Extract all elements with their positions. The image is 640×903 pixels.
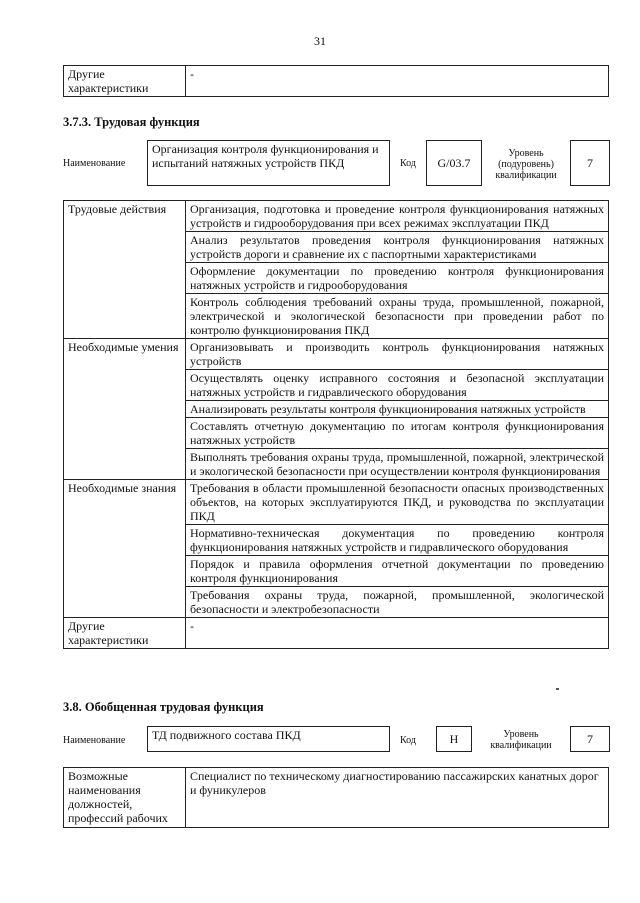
table-row bbox=[64, 618, 609, 649]
labor-function-table bbox=[63, 200, 609, 649]
level-value: 7 bbox=[587, 731, 593, 746]
level-label: Уровень квалификации bbox=[490, 729, 552, 751]
knowledge-item: Требования охраны труда, пожарной, промышленной, экологической безопасности и электробезопасности bbox=[186, 587, 609, 618]
code-label: Код bbox=[400, 735, 416, 746]
skill-item: Выполнять требования охраны труда, промышленной, пожарной, электрической и экологической безопасности при осуществлении контроля функционирования bbox=[186, 449, 609, 480]
level-box bbox=[570, 140, 610, 186]
level-box bbox=[570, 726, 610, 752]
other-characteristics-label: Другие характеристики bbox=[64, 618, 186, 649]
other-characteristics-value: - bbox=[186, 66, 609, 97]
code-box bbox=[436, 726, 472, 752]
name-label: Наименование bbox=[63, 735, 126, 746]
name-label: Наименование bbox=[63, 158, 126, 169]
function-name-value: ТД подвижного состава ПКД bbox=[152, 728, 301, 742]
required-skills-label: Необходимые умения bbox=[64, 339, 186, 480]
code-label: Код bbox=[400, 158, 416, 169]
code-value: H bbox=[449, 731, 459, 746]
table-row bbox=[64, 66, 609, 97]
knowledge-item: Требования в области промышленной безопасности опасных производственных объектов, на которых эксплуатируются ПКД, и руководства по эксплуатации ПКД bbox=[186, 480, 609, 525]
prev-characteristics-table bbox=[63, 65, 609, 97]
skill-item: Осуществлять оценку исправного состояния и безопасной эксплуатации натяжных устройств и гидравлического оборудования bbox=[186, 370, 609, 401]
skill-item: Организовывать и производить контроль функционирования натяжных устройств bbox=[186, 339, 609, 370]
possible-positions-label: Возможные наименования должностей, профессий рабочих bbox=[64, 768, 186, 828]
skill-item: Составлять отчетную документацию по итогам контроля функционирования натяжных устройств bbox=[186, 418, 609, 449]
labor-action-item: Организация, подготовка и проведение контроля функционирования натяжных устройств и гидрооборудования при всех режимах эксплуатации ПКД bbox=[186, 201, 609, 232]
scan-speck bbox=[556, 688, 559, 690]
function-name-box bbox=[147, 140, 390, 186]
labor-action-item: Анализ результатов проведения контроля функционирования натяжных устройств дороги и сравнение их с паспортными характеристиками bbox=[186, 232, 609, 263]
table-row bbox=[64, 339, 609, 370]
section-title: 3.8. Обобщенная трудовая функция bbox=[63, 700, 264, 714]
level-label: Уровень (подуровень) квалификации bbox=[495, 148, 557, 181]
knowledge-item: Нормативно-техническая документация по проведению контроля функционирования натяжных устройств и гидравлического оборудования bbox=[186, 525, 609, 556]
table-row bbox=[64, 768, 609, 828]
knowledge-item: Порядок и правила оформления отчетной документации по проведению контроля функционирования bbox=[186, 556, 609, 587]
labor-action-item: Контроль соблюдения требований охраны труда, промышленной, пожарной, электрической и экологической безопасности при проведении работ по контролю функционирования ПКД bbox=[186, 294, 609, 339]
function-name-box bbox=[147, 726, 390, 752]
skill-item: Анализировать результаты контроля функционирования натяжных устройств bbox=[186, 401, 609, 418]
table-row bbox=[64, 480, 609, 525]
section-title: 3.7.3. Трудовая функция bbox=[63, 115, 200, 129]
table-row bbox=[64, 201, 609, 232]
other-characteristics-value: - bbox=[186, 618, 609, 649]
labor-action-item: Оформление документации по проведению контроля функционирования натяжных устройств и гидрооборудования bbox=[186, 263, 609, 294]
code-box bbox=[426, 140, 482, 186]
code-value: G/03.7 bbox=[437, 155, 471, 170]
possible-positions-value: Специалист по техническому диагностированию пассажирских канатных дорог и фуникулеров bbox=[186, 768, 609, 828]
other-characteristics-label: Другие характеристики bbox=[64, 66, 186, 97]
level-value: 7 bbox=[587, 155, 593, 170]
generalized-function-table bbox=[63, 767, 609, 828]
page-number: 31 bbox=[314, 34, 326, 48]
function-name-value: Организация контроля функционирования и испытаний натяжных устройств ПКД bbox=[152, 142, 379, 170]
required-knowledge-label: Необходимые знания bbox=[64, 480, 186, 618]
labor-actions-label: Трудовые действия bbox=[64, 201, 186, 339]
